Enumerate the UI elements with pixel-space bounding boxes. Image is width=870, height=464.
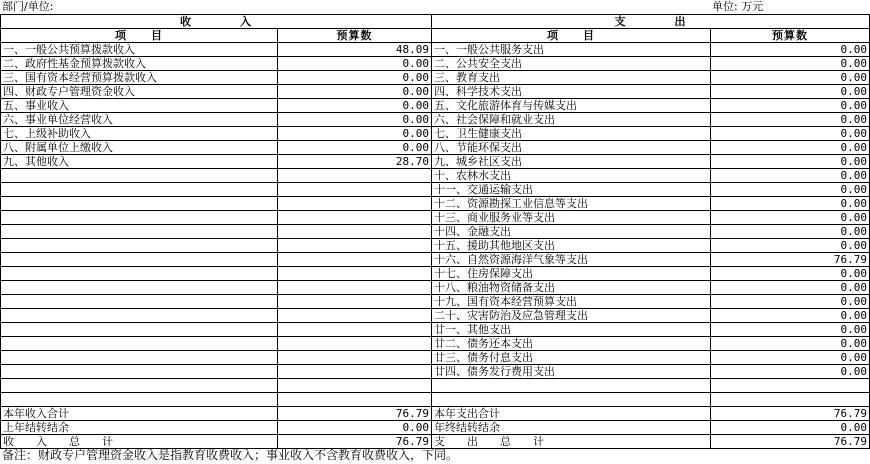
expense-item-cell: 十五、援助其他地区支出 (432, 239, 711, 253)
expense-item-cell: 五、文化旅游体育与传媒支出 (432, 99, 711, 113)
income-item-cell (1, 211, 278, 225)
income-item-cell (1, 323, 278, 337)
income-item-header: 项 目 (1, 29, 278, 43)
table-row (1, 281, 870, 295)
table-row (1, 183, 870, 197)
income-item-cell: 七、上级补助收入 (1, 127, 278, 141)
table-row (1, 57, 870, 71)
expense-value-cell: 0.00 (711, 267, 870, 281)
income-value-cell (278, 253, 432, 267)
expense-item-cell: 九、城乡社区支出 (432, 155, 711, 169)
blank-cell (432, 379, 711, 393)
income-item-cell: 九、其他收入 (1, 155, 278, 169)
expense-item-cell: 一、一般公共服务支出 (432, 43, 711, 57)
expense-value-cell: 0.00 (711, 239, 870, 253)
expense-item-cell: 十三、商业服务业等支出 (432, 211, 711, 225)
table-row (1, 365, 870, 379)
blank-cell (278, 393, 432, 407)
income-item-cell: 六、事业单位经营收入 (1, 113, 278, 127)
income-value-cell (278, 309, 432, 323)
income-value-cell: 28.70 (278, 155, 432, 169)
income-item-cell (1, 239, 278, 253)
blank-row (1, 379, 870, 393)
income-value-cell (278, 337, 432, 351)
table-row (1, 113, 870, 127)
expense-value-cell: 76.79 (711, 407, 870, 421)
expense-value-cell: 0.00 (711, 351, 870, 365)
expense-value-cell: 0.00 (711, 141, 870, 155)
table-row (1, 309, 870, 323)
table-row (1, 99, 870, 113)
income-item-cell (1, 365, 278, 379)
blank-cell (278, 379, 432, 393)
income-value-cell (278, 225, 432, 239)
income-budget-header: 预算数 (278, 29, 432, 43)
income-item-cell (1, 253, 278, 267)
income-value-cell (278, 267, 432, 281)
table-row (1, 141, 870, 155)
income-section-title: 收 入 (1, 15, 432, 29)
expense-item-cell: 十四、金融支出 (432, 225, 711, 239)
expense-value-cell: 76.79 (711, 435, 870, 449)
table-row (1, 351, 870, 365)
table-row (1, 155, 870, 169)
table-row (1, 169, 870, 183)
budget-table-body (1, 15, 870, 449)
income-item-cell (1, 267, 278, 281)
expense-item-cell: 六、社会保障和就业支出 (432, 113, 711, 127)
income-value-cell (278, 169, 432, 183)
income-value-cell (278, 323, 432, 337)
unit-label: 单位: 万元 (712, 0, 764, 13)
table-row (1, 407, 870, 421)
expense-value-cell: 0.00 (711, 197, 870, 211)
expense-item-cell: 年终结转结余 (432, 421, 711, 435)
department-label: 部门/单位: (2, 0, 54, 13)
income-item-cell: 一、一般公共预算拨款收入 (1, 43, 278, 57)
table-row (1, 239, 870, 253)
budget-table (0, 14, 870, 449)
expense-item-cell: 十八、粮油物资储备支出 (432, 281, 711, 295)
expense-value-cell: 0.00 (711, 169, 870, 183)
expense-value-cell: 0.00 (711, 309, 870, 323)
expense-value-cell: 0.00 (711, 85, 870, 99)
expense-value-cell: 0.00 (711, 155, 870, 169)
income-value-cell: 0.00 (278, 57, 432, 71)
expense-item-cell: 支 出 总 计 (432, 435, 711, 449)
expense-item-cell: 二、公共安全支出 (432, 57, 711, 71)
table-row (1, 295, 870, 309)
table-row (1, 43, 870, 57)
blank-cell (1, 379, 278, 393)
expense-value-cell: 0.00 (711, 225, 870, 239)
income-item-cell: 四、财政专户管理资金收入 (1, 85, 278, 99)
income-item-cell: 三、国有资本经营预算拨款收入 (1, 71, 278, 85)
expense-item-cell: 四、科学技术支出 (432, 85, 711, 99)
expense-item-cell: 十二、资源勘探工业信息等支出 (432, 197, 711, 211)
expense-value-cell: 0.00 (711, 113, 870, 127)
expense-value-cell: 0.00 (711, 99, 870, 113)
expense-item-cell: 八、节能环保支出 (432, 141, 711, 155)
expense-item-cell: 十九、国有资本经营预算支出 (432, 295, 711, 309)
income-value-cell (278, 365, 432, 379)
income-item-cell: 二、政府性基金预算拨款收入 (1, 57, 278, 71)
table-row (1, 323, 870, 337)
income-value-cell (278, 295, 432, 309)
income-item-cell (1, 169, 278, 183)
income-value-cell: 0.00 (278, 71, 432, 85)
expense-value-cell: 0.00 (711, 365, 870, 379)
expense-value-cell: 0.00 (711, 211, 870, 225)
income-value-cell (278, 239, 432, 253)
expense-value-cell: 76.79 (711, 253, 870, 267)
table-row (1, 253, 870, 267)
section-title-row (1, 15, 870, 29)
blank-cell (711, 393, 870, 407)
income-value-cell: 0.00 (278, 85, 432, 99)
expense-value-cell: 0.00 (711, 57, 870, 71)
report-header (0, 0, 870, 14)
table-row (1, 197, 870, 211)
income-value-cell: 76.79 (278, 407, 432, 421)
expense-item-cell: 本年支出合计 (432, 407, 711, 421)
expense-item-cell: 十一、交通运输支出 (432, 183, 711, 197)
blank-row (1, 393, 870, 407)
income-item-cell (1, 225, 278, 239)
income-value-cell: 76.79 (278, 435, 432, 449)
income-value-cell (278, 197, 432, 211)
table-row (1, 225, 870, 239)
income-item-cell: 五、事业收入 (1, 99, 278, 113)
income-item-cell (1, 351, 278, 365)
expense-value-cell: 0.00 (711, 337, 870, 351)
expense-value-cell: 0.00 (711, 71, 870, 85)
income-item-cell (1, 281, 278, 295)
expense-item-header: 项 目 (432, 29, 711, 43)
footnote: 备注：财政专户管理资金收入是指教育收费收入；事业收入不含教育收费收入，下同。 (2, 448, 459, 462)
income-item-cell: 收 入 总 计 (1, 435, 278, 449)
expense-item-cell: 廿三、债务付息支出 (432, 351, 711, 365)
expense-value-cell: 0.00 (711, 43, 870, 57)
income-value-cell: 48.09 (278, 43, 432, 57)
income-item-cell (1, 295, 278, 309)
table-row (1, 127, 870, 141)
expense-value-cell: 0.00 (711, 323, 870, 337)
column-header-row (1, 29, 870, 43)
table-row (1, 71, 870, 85)
income-value-cell: 0.00 (278, 113, 432, 127)
income-value-cell (278, 281, 432, 295)
income-value-cell: 0.00 (278, 99, 432, 113)
expense-budget-header: 预算数 (711, 29, 870, 43)
table-row (1, 211, 870, 225)
expense-section-title: 支 出 (432, 15, 870, 29)
expense-item-cell: 十六、自然资源海洋气象等支出 (432, 253, 711, 267)
expense-item-cell: 十、农林水支出 (432, 169, 711, 183)
expense-value-cell: 0.00 (711, 127, 870, 141)
income-value-cell: 0.00 (278, 127, 432, 141)
income-item-cell (1, 337, 278, 351)
expense-item-cell: 二十、灾害防治及应急管理支出 (432, 309, 711, 323)
expense-value-cell: 0.00 (711, 421, 870, 435)
expense-item-cell: 三、教育支出 (432, 71, 711, 85)
income-value-cell (278, 211, 432, 225)
expense-item-cell: 廿二、债务还本支出 (432, 337, 711, 351)
income-item-cell (1, 183, 278, 197)
expense-item-cell: 廿四、债务发行费用支出 (432, 365, 711, 379)
income-item-cell (1, 309, 278, 323)
blank-cell (1, 393, 278, 407)
income-value-cell (278, 183, 432, 197)
expense-item-cell: 廿一、其他支出 (432, 323, 711, 337)
income-item-cell: 本年收入合计 (1, 407, 278, 421)
expense-value-cell: 0.00 (711, 281, 870, 295)
table-row (1, 337, 870, 351)
expense-value-cell: 0.00 (711, 295, 870, 309)
table-row (1, 267, 870, 281)
blank-cell (432, 393, 711, 407)
expense-item-cell: 七、卫生健康支出 (432, 127, 711, 141)
income-item-cell (1, 197, 278, 211)
table-row (1, 421, 870, 435)
expense-item-cell: 十七、住房保障支出 (432, 267, 711, 281)
blank-cell (711, 379, 870, 393)
income-item-cell: 上年结转结余 (1, 421, 278, 435)
expense-value-cell: 0.00 (711, 183, 870, 197)
table-row (1, 85, 870, 99)
income-value-cell: 0.00 (278, 141, 432, 155)
income-item-cell: 八、附属单位上缴收入 (1, 141, 278, 155)
income-value-cell (278, 351, 432, 365)
income-value-cell: 0.00 (278, 421, 432, 435)
